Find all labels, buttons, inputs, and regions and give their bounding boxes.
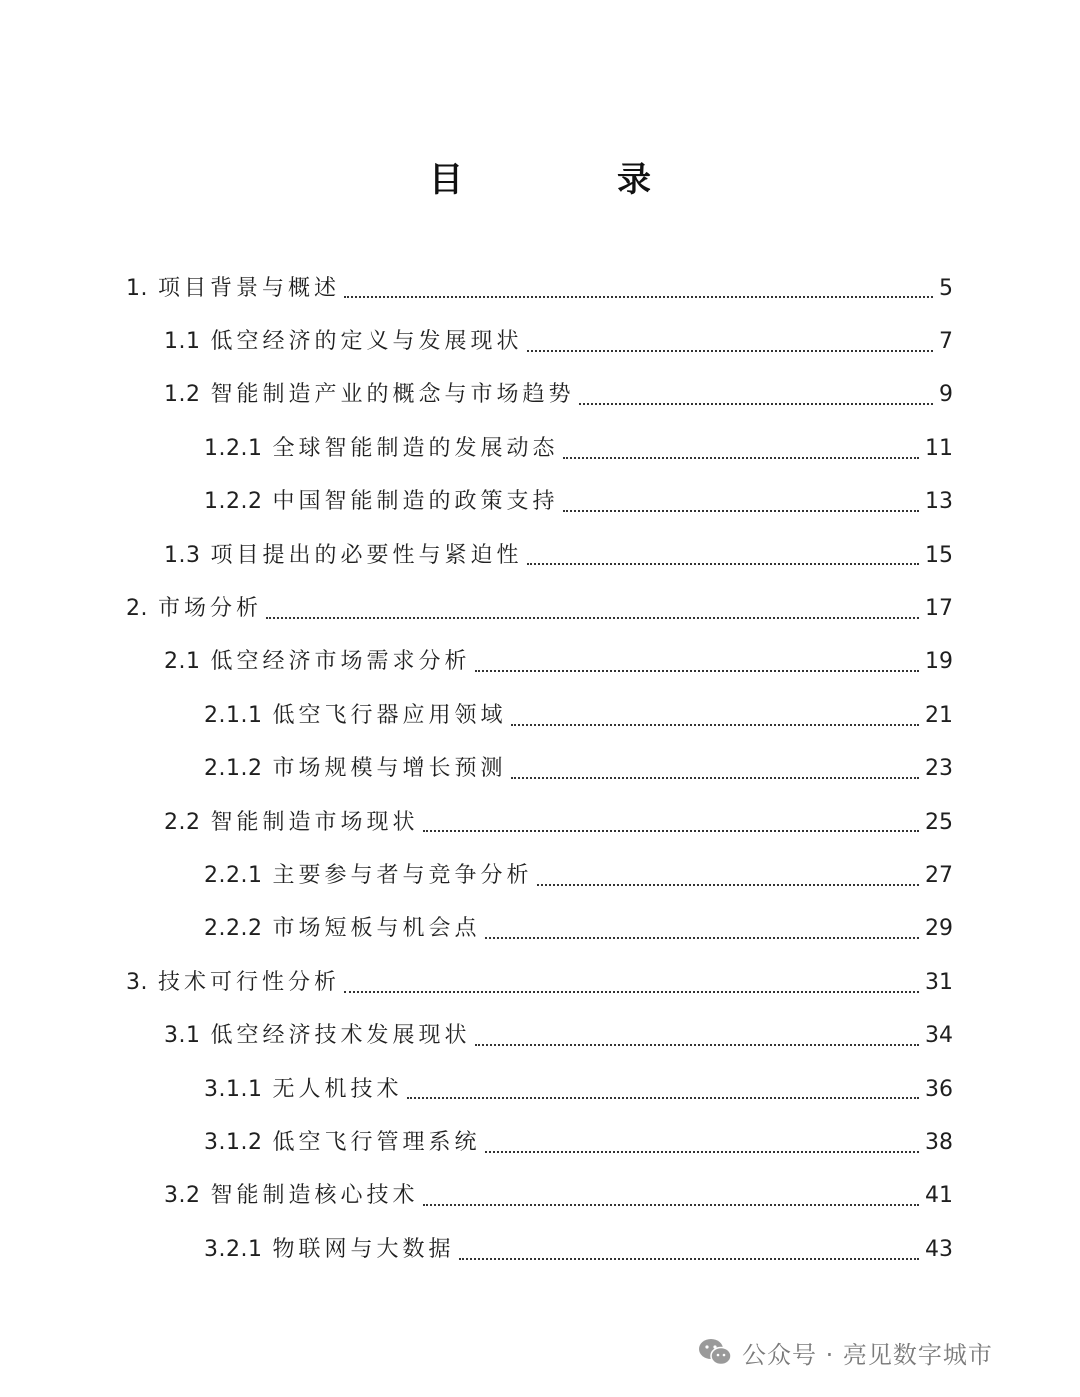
toc-entry-title: 智能制造产业的概念与市场趋势 [210, 382, 575, 408]
toc-entry-title: 市场规模与增长预测 [272, 756, 507, 782]
toc-entry[interactable] [164, 636, 953, 689]
toc-entry-title: 市场短板与机会点 [272, 916, 481, 942]
toc-entry-title: 项目背景与概述 [158, 275, 341, 301]
toc-entry-page-number: 38 [925, 1130, 953, 1156]
toc-entry[interactable] [126, 956, 953, 1009]
toc-dot-leader [563, 510, 920, 512]
toc-dot-leader [423, 1204, 919, 1206]
toc-dot-leader [511, 724, 920, 726]
toc-entry-number: 2.2.1 [204, 863, 263, 889]
toc-entry-title: 市场分析 [158, 596, 263, 622]
toc-entry-title: 项目提出的必要性与紧迫性 [210, 542, 523, 568]
footer-text: 公众号 · 亮见数字城市 [742, 1340, 993, 1369]
toc-entry[interactable] [164, 796, 953, 849]
toc-entry[interactable] [204, 689, 953, 742]
toc-dot-leader [527, 563, 919, 565]
toc-dot-leader [485, 1151, 920, 1153]
toc-entry-title: 技术可行性分析 [158, 969, 341, 995]
toc-entry-page-number: 7 [939, 329, 953, 355]
toc-entry-number: 3. [126, 969, 148, 995]
toc-entry-number: 2.1.1 [204, 702, 263, 728]
toc-entry-number: 3.2.1 [204, 1236, 263, 1262]
toc-entry-number: 2. [126, 596, 148, 622]
toc-entry-number: 1.2.2 [204, 489, 263, 515]
toc-entry-title: 低空飞行管理系统 [272, 1130, 481, 1156]
toc-entry-page-number: 36 [925, 1076, 953, 1102]
page-title: 目 录 [429, 160, 711, 200]
toc-entry-number: 1.2 [164, 382, 201, 408]
toc-dot-leader [563, 457, 920, 459]
toc-entry-page-number: 23 [925, 756, 953, 782]
toc-dot-leader [579, 403, 933, 405]
toc-dot-leader [459, 1258, 920, 1260]
toc-entry-page-number: 29 [925, 916, 953, 942]
toc-entry-number: 2.2.2 [204, 916, 263, 942]
toc-entry-title: 低空经济的定义与发展现状 [210, 329, 523, 355]
toc-entry[interactable] [164, 529, 953, 582]
toc-dot-leader [485, 937, 920, 939]
toc-entry[interactable] [204, 1116, 953, 1169]
toc-entry-page-number: 15 [925, 542, 953, 568]
toc-entry-page-number: 31 [925, 969, 953, 995]
toc-entry[interactable] [164, 1010, 953, 1063]
toc-entry-title: 低空经济市场需求分析 [210, 649, 471, 675]
toc-entry[interactable] [204, 903, 953, 956]
toc-entry[interactable] [164, 369, 953, 422]
toc-entry-page-number: 25 [925, 809, 953, 835]
toc-entry[interactable] [204, 422, 953, 475]
toc-entry-number: 2.1.2 [204, 756, 263, 782]
watermark-footer [698, 1330, 1058, 1374]
toc-entry-number: 1.1 [164, 329, 201, 355]
toc-dot-leader [266, 617, 919, 619]
toc-entry-number: 1. [126, 275, 148, 301]
toc-entry-page-number: 34 [925, 1023, 953, 1049]
toc-entry[interactable] [164, 315, 953, 368]
toc-entry-page-number: 43 [925, 1236, 953, 1262]
toc-dot-leader [344, 296, 933, 298]
toc-dot-leader [407, 1097, 920, 1099]
toc-entry-page-number: 27 [925, 863, 953, 889]
wechat-icon [698, 1337, 732, 1367]
toc-dot-leader [475, 670, 919, 672]
toc-entry[interactable] [164, 1170, 953, 1223]
toc-entry-number: 3.1.2 [204, 1130, 263, 1156]
toc-dot-leader [475, 1044, 919, 1046]
toc-entry-title: 智能制造市场现状 [210, 809, 419, 835]
toc-dot-leader [344, 991, 919, 993]
toc-entry-title: 主要参与者与竞争分析 [272, 863, 533, 889]
toc-dot-leader [537, 884, 920, 886]
toc-entry-page-number: 11 [925, 435, 953, 461]
toc-entry[interactable] [204, 743, 953, 796]
toc-entry-page-number: 9 [939, 382, 953, 408]
toc-entry-number: 2.2 [164, 809, 201, 835]
toc-entry-title: 物联网与大数据 [272, 1236, 455, 1262]
toc-entry-title: 无人机技术 [272, 1076, 403, 1102]
toc-entry-title: 低空经济技术发展现状 [210, 1023, 471, 1049]
toc-entry-number: 3.1.1 [204, 1076, 263, 1102]
toc-entry-number: 1.2.1 [204, 435, 263, 461]
toc-entry-title: 中国智能制造的政策支持 [272, 489, 559, 515]
toc-entry-title: 全球智能制造的发展动态 [272, 435, 559, 461]
toc-entry[interactable] [204, 1063, 953, 1116]
toc-entry-number: 2.1 [164, 649, 201, 675]
toc-entry[interactable] [204, 849, 953, 902]
toc-entry-page-number: 13 [925, 489, 953, 515]
toc-entry[interactable] [204, 476, 953, 529]
toc-entry[interactable] [126, 582, 953, 635]
toc-dot-leader [527, 350, 933, 352]
toc-entry-page-number: 5 [939, 275, 953, 301]
toc-entry-page-number: 17 [925, 596, 953, 622]
toc-entry[interactable] [204, 1223, 953, 1276]
toc-entry-title: 低空飞行器应用领域 [272, 702, 507, 728]
toc-entry-page-number: 21 [925, 702, 953, 728]
toc-entry-title: 智能制造核心技术 [210, 1183, 419, 1209]
toc-entry-number: 3.1 [164, 1023, 201, 1049]
toc-dot-leader [423, 830, 919, 832]
toc-entry-number: 1.3 [164, 542, 201, 568]
toc-entry-page-number: 19 [925, 649, 953, 675]
toc-entry[interactable] [126, 262, 953, 315]
toc-entry-page-number: 41 [925, 1183, 953, 1209]
toc-entry-number: 3.2 [164, 1183, 201, 1209]
toc-dot-leader [511, 777, 920, 779]
